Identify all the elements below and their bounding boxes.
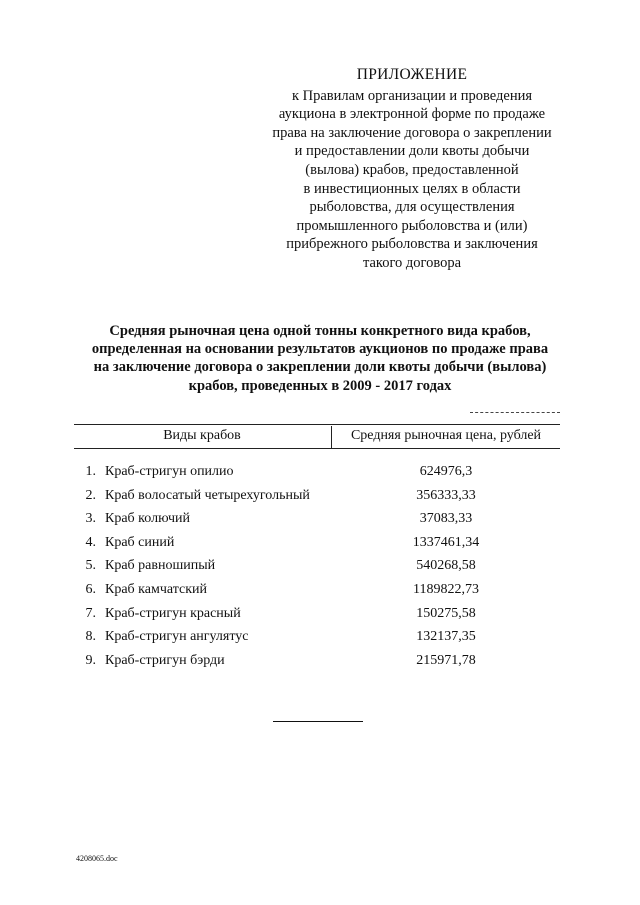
row-price: 1189822,73 [413,581,479,597]
row-species: Краб колючий [105,511,191,527]
table-body [74,464,560,676]
appendix-line: аукциона в электронной форме по продаже [278,106,546,123]
appendix-line: прибрежного рыболовства и заключения [286,236,538,253]
row-species: Краб равношипый [105,558,216,574]
row-price: 150275,58 [416,605,476,621]
row-price: 215971,78 [416,652,476,668]
row-species: Краб-стригун красный [105,605,241,621]
row-species: Краб синий [105,534,175,550]
table-row [74,511,560,535]
row-number: 8. [85,629,96,645]
table-row [74,558,560,582]
row-price: 356333,33 [416,487,476,503]
appendix-block [262,66,562,273]
header-bottom-rule [74,448,560,449]
appendix-line: промышленного рыболовства и (или) [296,217,528,234]
appendix-line: (вылова) крабов, предоставленной [305,161,519,178]
row-number: 4. [85,534,96,550]
appendix-line: к Правилам организации и проведения [291,87,533,104]
row-price: 1337461,34 [412,534,480,550]
table-row [74,582,560,606]
table-top-rule [74,424,560,425]
title-line: определенная на основании результатов аукционов по продаже права [91,341,549,358]
row-species: Краб-стригун ангулятус [105,629,249,645]
row-price: 540268,58 [416,558,476,574]
title-line: крабов, проведенных в 2009 - 2017 годах [188,377,452,394]
document-title [60,322,580,395]
row-number: 1. [85,464,96,479]
row-species: Краб волосатый четырехугольный [105,487,310,503]
appendix-line: права на заключение договора о закреплении [272,124,552,141]
row-species: Краб-стригун бэрди [105,652,225,668]
appendix-line: такого договора [362,254,462,271]
appendix-line: рыболовства, для осуществления [309,199,515,216]
table-row [74,606,560,630]
appendix-line: в инвестиционных целях в области [303,180,521,197]
appendix-line: и предоставлении доли квоты добычи [294,143,530,160]
row-number: 6. [85,581,96,597]
row-number: 9. [85,652,96,668]
title-line: на заключение договора о закреплении доли квоты добычи (вылова) [93,359,547,376]
row-price: 37083,33 [419,511,473,527]
row-number: 2. [85,487,96,503]
table-row [74,464,560,488]
row-price: 132137,35 [416,629,476,645]
table-row [74,488,560,512]
appendix-heading: ПРИЛОЖЕНИЕ [356,66,468,83]
table-row [74,653,560,677]
end-separator-line [273,721,363,722]
table-header [74,426,560,448]
row-species: Краб-стригун опилио [105,464,234,479]
row-number: 7. [85,605,96,621]
header-species: Виды крабов [163,428,241,443]
row-number: 3. [85,511,96,527]
title-line: Средняя рыночная цена одной тонны конкретного вида крабов, [109,323,531,339]
row-price: 624976,3 [419,464,473,479]
table-row [74,535,560,559]
row-number: 5. [85,558,96,574]
table-top-rule-fragment [470,412,560,413]
table-row [74,629,560,653]
row-species: Краб камчатский [105,581,208,597]
header-price: Средняя рыночная цена, рублей [350,428,542,443]
file-name-footer: 4208065.doc [76,854,118,863]
